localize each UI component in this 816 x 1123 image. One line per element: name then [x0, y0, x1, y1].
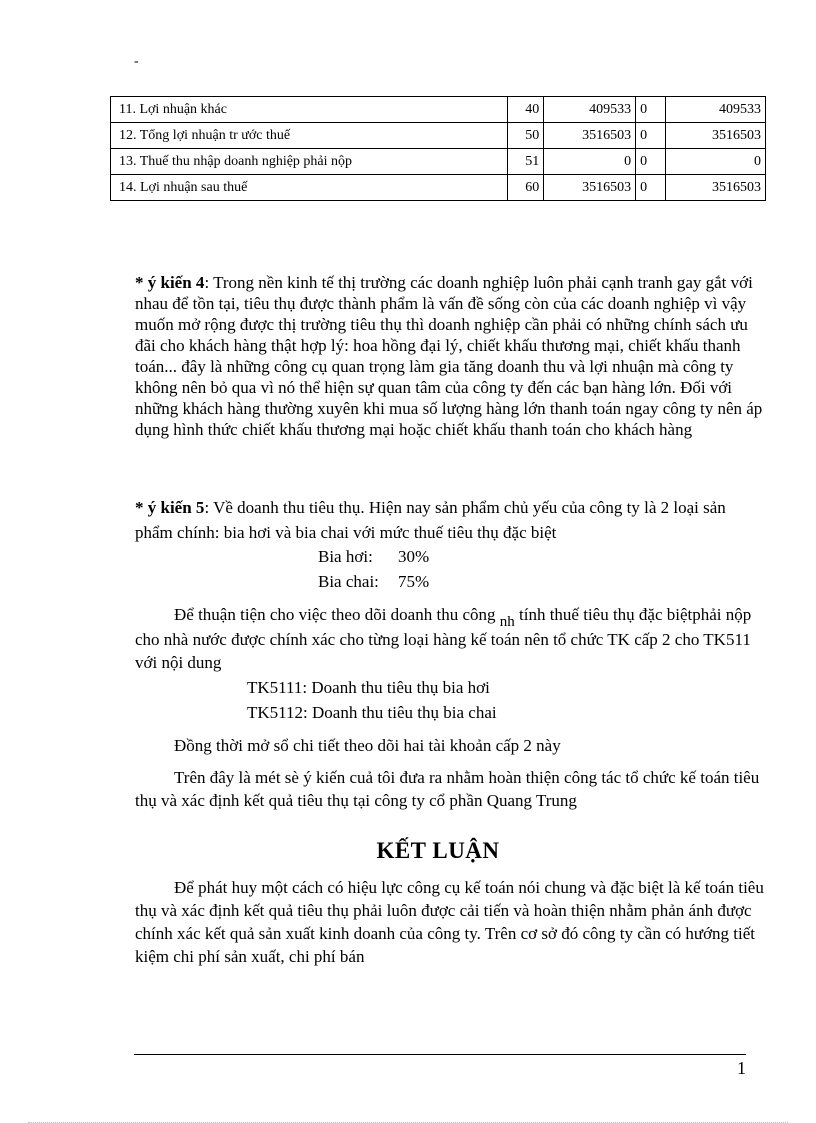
opinion-5-text: : Về doanh thu tiêu thụ. Hiện nay sản phẩm chủ yếu của công ty là 2 loại sản phẩm chính: bia hơi và bia chai với mức thuế tiêu thụ đặc biệt — [135, 498, 726, 542]
item-code: 60 — [508, 175, 544, 201]
value-cell: 0 — [666, 149, 766, 175]
value-cell: 3516503 — [544, 123, 636, 149]
tax-rate-draft-beer — [318, 547, 430, 567]
account-line: TK5112: Doanh thu tiêu thụ bia chai — [247, 703, 497, 722]
conclusion-heading: KẾT LUẬN — [376, 838, 500, 863]
value-cell: 3516503 — [666, 123, 766, 149]
item-name: 11. Lợi nhuận khác — [111, 97, 508, 123]
page-number: 1 — [737, 1058, 746, 1078]
opinion-4-text: : Trong nền kinh tế thị trường các doanh nghiệp luôn phải cạnh tranh gay gắt với nhau để tồn tại, tiêu thụ được thành phẩm là vấn đề sống còn của các doanh nghiệp vì vậy muốn mở rộng được thị trường tiêu thụ thì doanh nghiệp cần phải có những chính sách ưu đãi cho khách hàng thật hợp lý: hoa hồng đại lý, chiết khấu thương mại, chiết khấu thanh toán... đây là những công cụ quan trọng làm gia tăng doanh thu và lợi nhuận mà công ty không nên bỏ qua vì nó thể hiện sự quan tâm của công ty đến các bạn hàng lớn. Đối với những khách hàng thường xuyên khi mua số lượng hàng lớn thanh toán ngay công ty nên áp dụng hình thức chiết khấu thương mại hoặc chiết khấu thanh toán cho khách hàng — [135, 273, 763, 439]
opinion-4-paragraph — [135, 272, 765, 440]
rate-value: 30% — [398, 547, 430, 566]
item-name: 14. Lợi nhuận sau thuế — [111, 175, 508, 201]
paragraph-text: Trên đây là mét sè ý kiến cuả tôi đưa ra nhằm hoàn thiện công tác tổ chức kế toán tiêu thụ và xác định kết quả tiêu thụ tại công ty cổ phần Quang Trung — [135, 768, 760, 810]
value-cell: 409533 — [666, 97, 766, 123]
paragraph-text: Để thuận tiện cho việc theo dõi doanh thu công — [174, 605, 496, 624]
paragraph-text: Để phát huy một cách có hiệu lực công cụ kế toán nói chung và đặc biệt là kế toán tiêu thụ và xác định kết quả tiêu thụ phải luôn được cải tiến và hoàn thiện nhằm phản ánh được chính xác kết quả sản xuất kinh doanh của công ty. Trên cơ sở đó công ty cần có hướng tiết kiệm chi phí sản xuất, chi phí bán — [135, 878, 764, 966]
paragraph-summary — [135, 766, 765, 812]
rate-label: Bia chai: — [318, 572, 379, 591]
rate-label: Bia hơi: — [318, 547, 373, 566]
table-row — [111, 97, 766, 123]
opinion-4-label: * ý kiến 4 — [135, 273, 205, 292]
header-mark: - — [134, 54, 139, 69]
opinion-5-paragraph — [135, 495, 765, 545]
subscript-fragment: nh — [499, 614, 515, 630]
value-cell: 0 — [636, 97, 666, 123]
value-cell: 3516503 — [666, 175, 766, 201]
account-line: TK5111: Doanh thu tiêu thụ bia hơi — [247, 678, 490, 697]
paragraph-detail-ledger: Đồng thời mở sổ chi tiết theo dõi hai tài khoản cấp 2 này — [174, 736, 561, 755]
value-cell: 0 — [636, 123, 666, 149]
value-cell: 3516503 — [544, 175, 636, 201]
paragraph-accounting-setup — [135, 603, 765, 674]
tax-rate-bottled-beer — [318, 572, 430, 592]
item-code: 50 — [508, 123, 544, 149]
value-cell: 409533 — [544, 97, 636, 123]
item-name: 13. Thuế thu nhập doanh nghiệp phải nộp — [111, 149, 508, 175]
value-cell: 0 — [636, 175, 666, 201]
table-row — [111, 123, 766, 149]
item-code: 40 — [508, 97, 544, 123]
paragraph-conclusion — [135, 876, 765, 968]
value-cell: 0 — [544, 149, 636, 175]
value-cell: 0 — [636, 149, 666, 175]
paragraph-text: tính thuế tiêu thụ đặc biệtphải nộp cho nhà nước được chính xác cho từng loại hàng kế toán nên tổ chức TK cấp 2 cho TK511 với nội dung — [135, 605, 752, 672]
rate-value: 75% — [398, 572, 430, 591]
table-row — [111, 149, 766, 175]
item-code: 51 — [508, 149, 544, 175]
table-row — [111, 175, 766, 201]
item-name: 12. Tổng lợi nhuận tr ước thuế — [111, 123, 508, 149]
opinion-5-label: * ý kiến 5 — [135, 498, 205, 517]
footer-divider — [134, 1054, 746, 1055]
financial-table — [110, 96, 766, 201]
